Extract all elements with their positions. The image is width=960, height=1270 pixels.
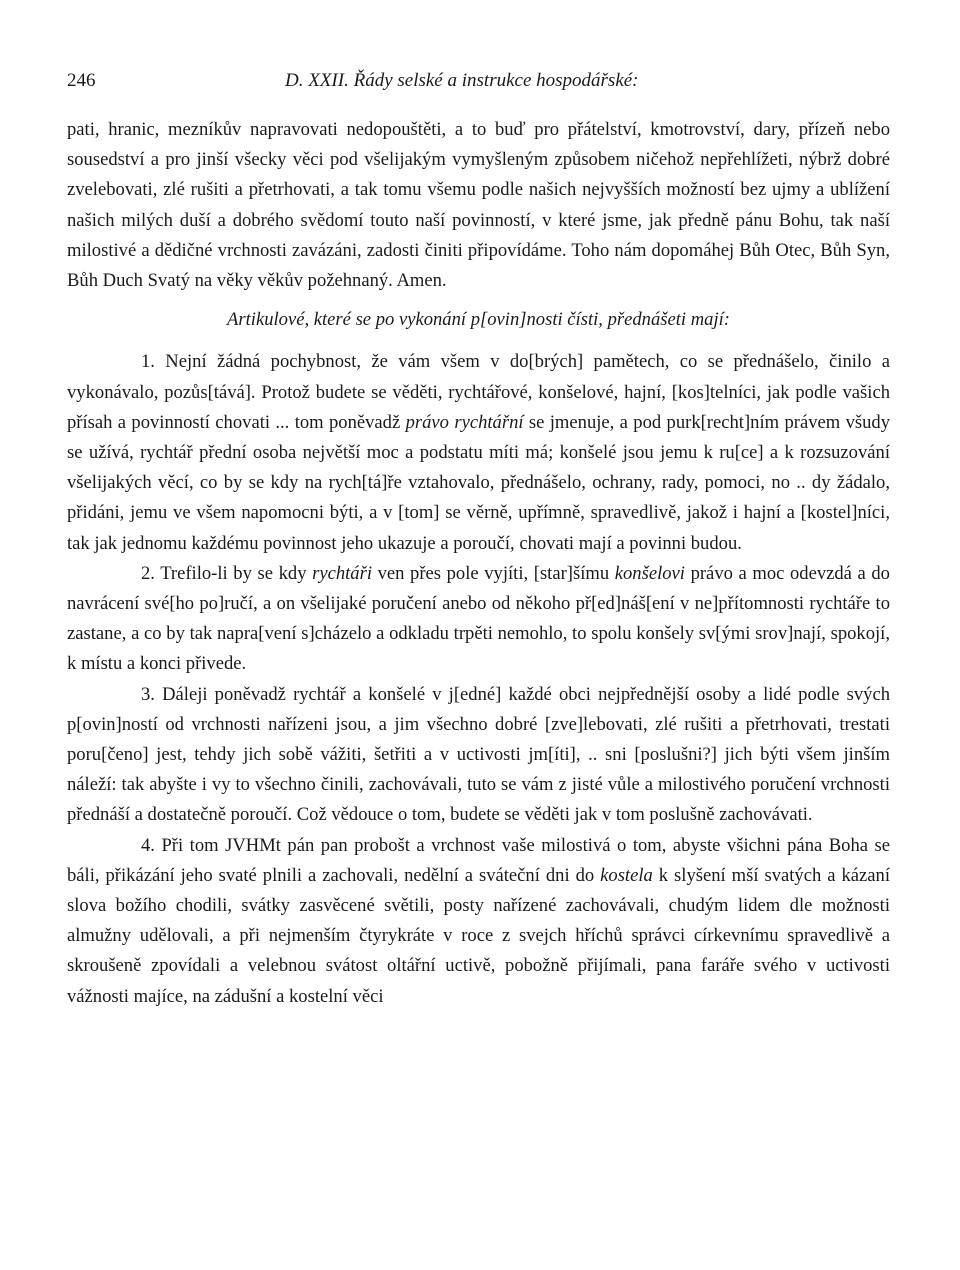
paragraph-text: právo a moc odevzdá a do navrácení své[ho po]ručí, a on všelijaké poručení anebo od někoho př[ed]náš[ení v ne]přítomnosti rychtáře to zastane, a co by tak napra[vení s]cházelo a odkladu trpěti nemohlo, to spolu konšely sv[ými srov]nají, spokojí, k místu a konci přivede. (67, 562, 890, 675)
continuation-paragraph: pati, hranic, mezníkův napravovati nedopouštěti, a to buď pro přátelství, kmotrovství, dary, přízeň nebo sousedství a pro jinší všecky věci pod všelijakým vymyšleným způsobem ničehož nepřehlížeti, nýbrž dobré zvelebovati, zlé rušiti a přetrhovati, a tak tomu všemu podle našich nejvyšších možností bez ujmy a ublížení našich milých duší a dobrého svědomí touto naší povinností, v které jsme, jak předně pánu Bohu, tak naší milostivé a dědičné vrchnosti zavázáni, zadosti činiti připovídáme. Toho nám dopomáhej Bůh Otec, Bůh Syn, Bůh Duch Svatý na věky věkův požehnaný. Amen. (67, 119, 890, 292)
paragraph-text: k slyšení mší svatých a kázaní slova božího chodili, svátky zasvěcené světili, posty nařízené zachovávali, chudým lidem dle možnosti almužny udělovali, a při nejmenším čtyrykráte v roce z svejch hříchů správci církevnímu spravedlivě a skroušeně zpovídali a velebnou svátost oltářní uctivě, pobožně přijímali, pana faráře svého v uctivosti vážnosti majíce, na zádušní a kostelní věci (67, 864, 890, 1007)
running-header (67, 66, 890, 102)
emphasis-text: právo rychtářní (405, 411, 524, 433)
article-paragraph-4 (67, 831, 890, 1012)
emphasis-text: konšelovi (614, 562, 685, 584)
paragraph-text: ven přes pole vyjíti, [star]šímu (372, 562, 615, 584)
running-title: D. XXII. Řády selské a instrukce hospodářské: (285, 70, 639, 91)
article-paragraph-1 (67, 347, 890, 558)
page-number: 246 (67, 70, 96, 91)
emphasis-text: rychtáři (312, 562, 372, 584)
section-heading: Artikulové, které se po vykonání p[ovin]nosti čísti, přednášeti mají: (227, 309, 730, 331)
paragraph-text: se jmenuje, a pod purk[recht]ním právem všudy se užívá, rychtář přední osoba největší moc a podstatu míti má; konšelé jsou jemu k ru[ce] a k rozsuzování všelijakých věcí, co by se kdy na rych[tá]ře vztahovalo, přednášelo, ochrany, rady, pomoci, no .. dy žádalo, přidáni, jemu ve všem napomocni býti, a v [tom] se věrně, upřímně, spravedlivě, jakož i hajní a [kostel]níci, tak jak jednomu každému povinnost jeho ukazuje a poroučí, chovati mají a povinni budou. (67, 411, 890, 554)
paragraph-text: 2. Trefilo-li by se kdy (141, 562, 313, 584)
article-paragraph-3: 3. Dáleji poněvadž rychtář a konšelé v j[edné] každé obci nejpřednější osoby a lidé podle svých p[ovin]ností od vrchnosti nařízeni jsou, a jim všechno dobré [zve]lebovati, zlé rušiti a přetrhovati, trestati poru[čeno] jest, tehdy jich sobě vážiti, šetřiti a v uctivosti jm[íti], .. sni [poslušni?] jich býti všem jinším náleží: tak abyšte i vy to všechno činili, zachovávali, tuto se vám z jisté vůle a milostivého poručení vrchnosti přednáší a dostatečně poroučí. Což vědouce o tom, budete se věděti jak v tom poslušně zachovávati. (67, 683, 890, 826)
paragraph-text: 1. Nejní žádná pochybnost, že vám všem v do[brých] pamětech, co se přednášelo, činilo a vykonávalo, pozůs[tává]. Protož budete se věděti, rychtářové, konšelové, hajní, [kos]telníci, jak podle vašich přísah a povinností chovati ... tom poněvadž (67, 351, 890, 433)
document-page (67, 66, 890, 1012)
article-paragraph-2 (67, 559, 890, 680)
paragraph-text: 4. Při tom JVHMt pán pan probošt a vrchnost vaše milostivá o tom, abyste všichni pána Boha se báli, přikázání jeho svaté plnili a zachovali, nedělní a sváteční dni do (67, 834, 890, 886)
body-text (67, 115, 890, 1012)
emphasis-text: kostela (600, 864, 653, 886)
